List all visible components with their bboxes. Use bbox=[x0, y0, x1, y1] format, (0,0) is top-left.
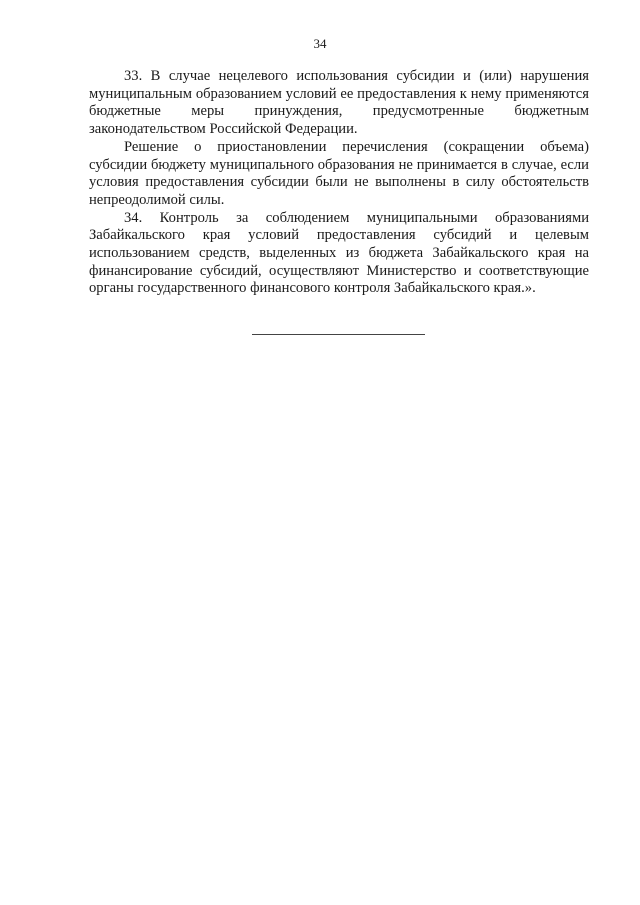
paragraph-34: 34. Контроль за соблюдением муниципальными образованиями Забайкальского края условий предоставления субсидий и целевым использованием средств, выделенных из бюджета Забайкальского края на финансирование субсидий, осуществляют Министерство и соответствующие органы государственного финансового контроля Забайкальского края.». bbox=[89, 209, 589, 297]
page-number: 34 bbox=[313, 36, 327, 51]
end-separator-line bbox=[252, 334, 425, 335]
paragraph-33: 33. В случае нецелевого использования субсидии и (или) нарушения муниципальным образованием условий ее предоставления к нему применяются бюджетные меры принуждения, предусмотренные бюджетным законодательством Российской Федерации. bbox=[89, 68, 589, 138]
document-body bbox=[89, 68, 589, 298]
paragraph-decision: Решение о приостановлении перечисления (сокращении объема) субсидии бюджету муниципального образования не принимается в случае, если условия предоставления субсидии были не выполнены в силу обстоятельств непреодолимой силы. bbox=[89, 138, 589, 208]
